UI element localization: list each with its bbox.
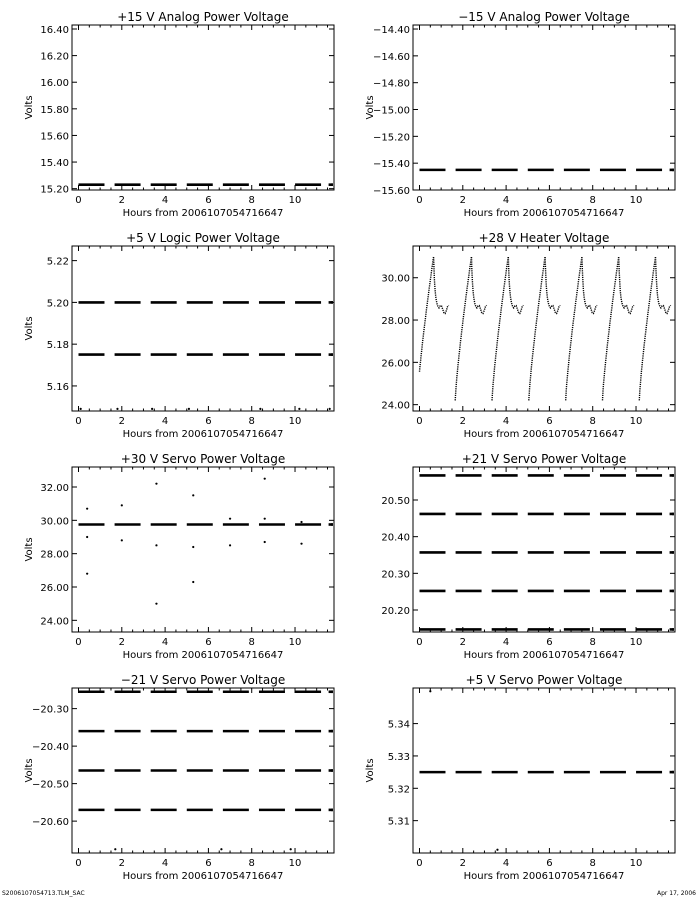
x-tick-label: 10 <box>288 858 302 869</box>
y-tick-label: 30.00 <box>381 273 410 285</box>
x-tick-label: 10 <box>288 195 302 206</box>
y-tick-label: 5.20 <box>46 298 69 310</box>
y-tick-label: 15.80 <box>40 104 69 116</box>
y-tick-label: −15.00 <box>372 105 410 117</box>
x-axis-label: Hours from 2006107054716647 <box>463 208 625 219</box>
y-tick-label: 20.40 <box>381 532 410 544</box>
data-point <box>192 494 194 496</box>
x-tick-label: 2 <box>118 195 125 206</box>
y-tick-label: 26.00 <box>40 583 69 594</box>
y-tick-label: −20.30 <box>31 704 69 716</box>
plot-frame <box>413 467 675 632</box>
y-tick-label: −15.60 <box>372 186 410 197</box>
data-point <box>121 504 123 506</box>
x-tick-label: 2 <box>459 858 466 869</box>
data-point <box>86 536 88 538</box>
y-tick-label: 5.16 <box>46 381 69 393</box>
y-tick-label: 16.20 <box>40 51 69 63</box>
data-point <box>429 690 431 692</box>
data-point <box>220 848 222 850</box>
x-tick-label: 10 <box>629 858 643 869</box>
x-tick-label: 0 <box>416 637 423 648</box>
x-tick-label: 0 <box>75 195 82 206</box>
x-axis-label: Hours from 2006107054716647 <box>122 871 284 882</box>
x-tick-label: 8 <box>248 195 255 206</box>
plot-data <box>78 478 332 605</box>
data-point <box>264 518 266 520</box>
data-point <box>298 408 300 410</box>
y-tick-label: 5.18 <box>46 340 69 352</box>
data-point <box>86 508 88 510</box>
y-tick-label: 28.00 <box>40 549 69 561</box>
x-tick-label: 6 <box>205 858 212 869</box>
x-tick-label: 8 <box>589 416 596 427</box>
x-tick-label: 0 <box>416 858 423 869</box>
x-tick-label: 10 <box>629 637 643 648</box>
plot-data <box>419 690 673 851</box>
x-tick-label: 4 <box>502 637 510 648</box>
x-tick-label: 4 <box>161 416 169 427</box>
x-tick-label: 6 <box>205 416 212 427</box>
y-tick-label: −14.60 <box>372 51 410 63</box>
x-tick-label: 6 <box>546 858 553 869</box>
x-axis-label: Hours from 2006107054716647 <box>463 650 625 661</box>
x-axis-label: Hours from 2006107054716647 <box>463 429 625 440</box>
x-axis-label: Hours from 2006107054716647 <box>122 429 284 440</box>
heater-cycle <box>603 257 634 401</box>
plot-frame <box>413 246 675 411</box>
x-tick-label: 6 <box>546 637 553 648</box>
data-point <box>116 408 118 410</box>
y-axis-label: Volts <box>24 95 35 120</box>
chart-panel-8 <box>365 673 675 882</box>
footer-date: Apr 17, 2006 <box>656 890 696 897</box>
chart-title: −21 V Servo Power Voltage <box>120 673 286 687</box>
plot-data <box>78 692 332 851</box>
y-tick-label: 5.22 <box>46 256 69 268</box>
x-tick-label: 2 <box>118 858 125 869</box>
chart-title: +15 V Analog Power Voltage <box>117 10 289 24</box>
x-tick-label: 4 <box>161 637 169 648</box>
x-tick-label: 0 <box>416 195 423 206</box>
data-point <box>188 408 190 410</box>
x-tick-label: 10 <box>629 195 643 206</box>
chart-panel-3 <box>24 231 334 440</box>
y-tick-label: 30.00 <box>40 516 69 528</box>
chart-title: +5 V Servo Power Voltage <box>465 673 623 687</box>
data-point <box>259 408 261 410</box>
data-point <box>155 603 157 605</box>
chart-panel-7 <box>24 673 334 882</box>
y-tick-label: 16.00 <box>40 78 69 90</box>
x-tick-label: 8 <box>589 637 596 648</box>
x-tick-label: 6 <box>205 195 212 206</box>
x-tick-label: 2 <box>459 637 466 648</box>
y-tick-label: 32.00 <box>40 483 69 494</box>
x-tick-label: 8 <box>248 858 255 869</box>
chart-title: +5 V Logic Power Voltage <box>126 231 280 245</box>
data-point <box>86 573 88 575</box>
data-point <box>121 539 123 541</box>
y-tick-label: 15.60 <box>40 131 69 143</box>
y-axis-label: Volts <box>24 537 35 562</box>
plot-frame <box>72 246 334 411</box>
y-tick-label: 24.00 <box>381 400 410 412</box>
y-tick-label: 5.32 <box>387 784 410 796</box>
x-tick-label: 10 <box>288 637 302 648</box>
heater-cycle <box>420 257 449 372</box>
y-tick-label: 20.30 <box>381 569 410 581</box>
chart-title: +30 V Servo Power Voltage <box>120 452 286 466</box>
plot-frame <box>72 467 334 632</box>
x-tick-label: 2 <box>459 416 466 427</box>
data-point <box>229 518 231 520</box>
heater-cycle <box>639 257 670 401</box>
x-tick-label: 8 <box>248 637 255 648</box>
y-tick-label: 20.50 <box>381 496 410 507</box>
data-point <box>300 543 302 545</box>
data-point <box>264 478 266 480</box>
x-tick-label: 6 <box>546 416 553 427</box>
plot-frame <box>413 688 675 853</box>
x-tick-label: 8 <box>248 416 255 427</box>
heater-cycle <box>492 257 523 401</box>
data-point <box>290 848 292 850</box>
y-tick-label: 24.00 <box>40 616 69 628</box>
y-tick-label: 5.31 <box>387 816 410 828</box>
data-point <box>80 408 82 410</box>
data-point <box>151 408 153 410</box>
x-tick-label: 0 <box>416 416 423 427</box>
data-point <box>264 541 266 543</box>
y-axis-label: Volts <box>24 758 35 783</box>
data-point <box>192 581 194 583</box>
plot-data <box>419 475 673 629</box>
data-point <box>496 849 498 851</box>
x-tick-label: 6 <box>546 195 553 206</box>
plot-frame <box>413 25 675 190</box>
data-point <box>300 521 302 523</box>
data-point <box>114 848 116 850</box>
y-tick-label: −14.80 <box>372 78 410 90</box>
y-tick-label: 16.40 <box>40 24 69 36</box>
data-point <box>155 483 157 485</box>
x-tick-label: 6 <box>205 637 212 648</box>
y-axis-label: Volts <box>365 758 376 783</box>
y-tick-label: 26.00 <box>381 358 410 370</box>
y-axis-label: Volts <box>365 95 376 120</box>
chart-panel-4 <box>381 231 675 440</box>
y-tick-label: −15.20 <box>372 132 410 144</box>
chart-panel-1 <box>24 10 334 219</box>
chart-title: +28 V Heater Voltage <box>478 231 610 245</box>
footer-filename: S2006107054713.TLM_SAC <box>2 890 85 897</box>
y-tick-label: −20.50 <box>31 779 69 791</box>
x-tick-label: 0 <box>75 637 82 648</box>
x-tick-label: 4 <box>161 195 169 206</box>
x-axis-label: Hours from 2006107054716647 <box>463 871 625 882</box>
y-tick-label: 15.40 <box>40 158 69 170</box>
x-tick-label: 2 <box>118 637 125 648</box>
y-tick-label: 5.34 <box>387 719 410 731</box>
x-tick-label: 4 <box>502 416 510 427</box>
chart-panel-5 <box>24 452 334 661</box>
y-tick-label: −15.40 <box>372 159 410 171</box>
x-tick-label: 4 <box>502 858 510 869</box>
y-tick-label: 15.20 <box>40 184 69 196</box>
x-tick-label: 0 <box>75 858 82 869</box>
x-tick-label: 2 <box>459 195 466 206</box>
plot-frame <box>72 25 334 190</box>
y-tick-label: 28.00 <box>381 316 410 328</box>
x-axis-label: Hours from 2006107054716647 <box>122 650 284 661</box>
chart-title: −15 V Analog Power Voltage <box>458 10 630 24</box>
data-point <box>329 408 331 410</box>
y-tick-label: −20.60 <box>31 817 69 829</box>
x-tick-label: 8 <box>589 195 596 206</box>
x-tick-label: 10 <box>629 416 643 427</box>
y-axis-label: Volts <box>24 316 35 341</box>
chart-title: +21 V Servo Power Voltage <box>461 452 627 466</box>
data-point <box>192 546 194 548</box>
heater-cycle <box>529 257 560 401</box>
plot-data <box>78 302 332 410</box>
chart-panel-2 <box>365 10 675 219</box>
heater-cycle <box>455 257 486 401</box>
x-tick-label: 4 <box>502 195 510 206</box>
y-tick-label: 20.20 <box>381 606 410 617</box>
y-tick-label: −20.40 <box>31 742 69 754</box>
heater-cycle <box>566 257 597 401</box>
x-axis-label: Hours from 2006107054716647 <box>122 208 284 219</box>
x-tick-label: 10 <box>288 416 302 427</box>
y-tick-label: −14.40 <box>372 25 410 37</box>
x-tick-label: 0 <box>75 416 82 427</box>
x-tick-label: 4 <box>161 858 169 869</box>
data-point <box>155 544 157 546</box>
x-tick-label: 8 <box>589 858 596 869</box>
x-tick-label: 2 <box>118 416 125 427</box>
chart-panel-6 <box>381 452 675 661</box>
plot-data <box>420 257 671 401</box>
data-point <box>229 544 231 546</box>
y-tick-label: 5.33 <box>387 751 410 763</box>
